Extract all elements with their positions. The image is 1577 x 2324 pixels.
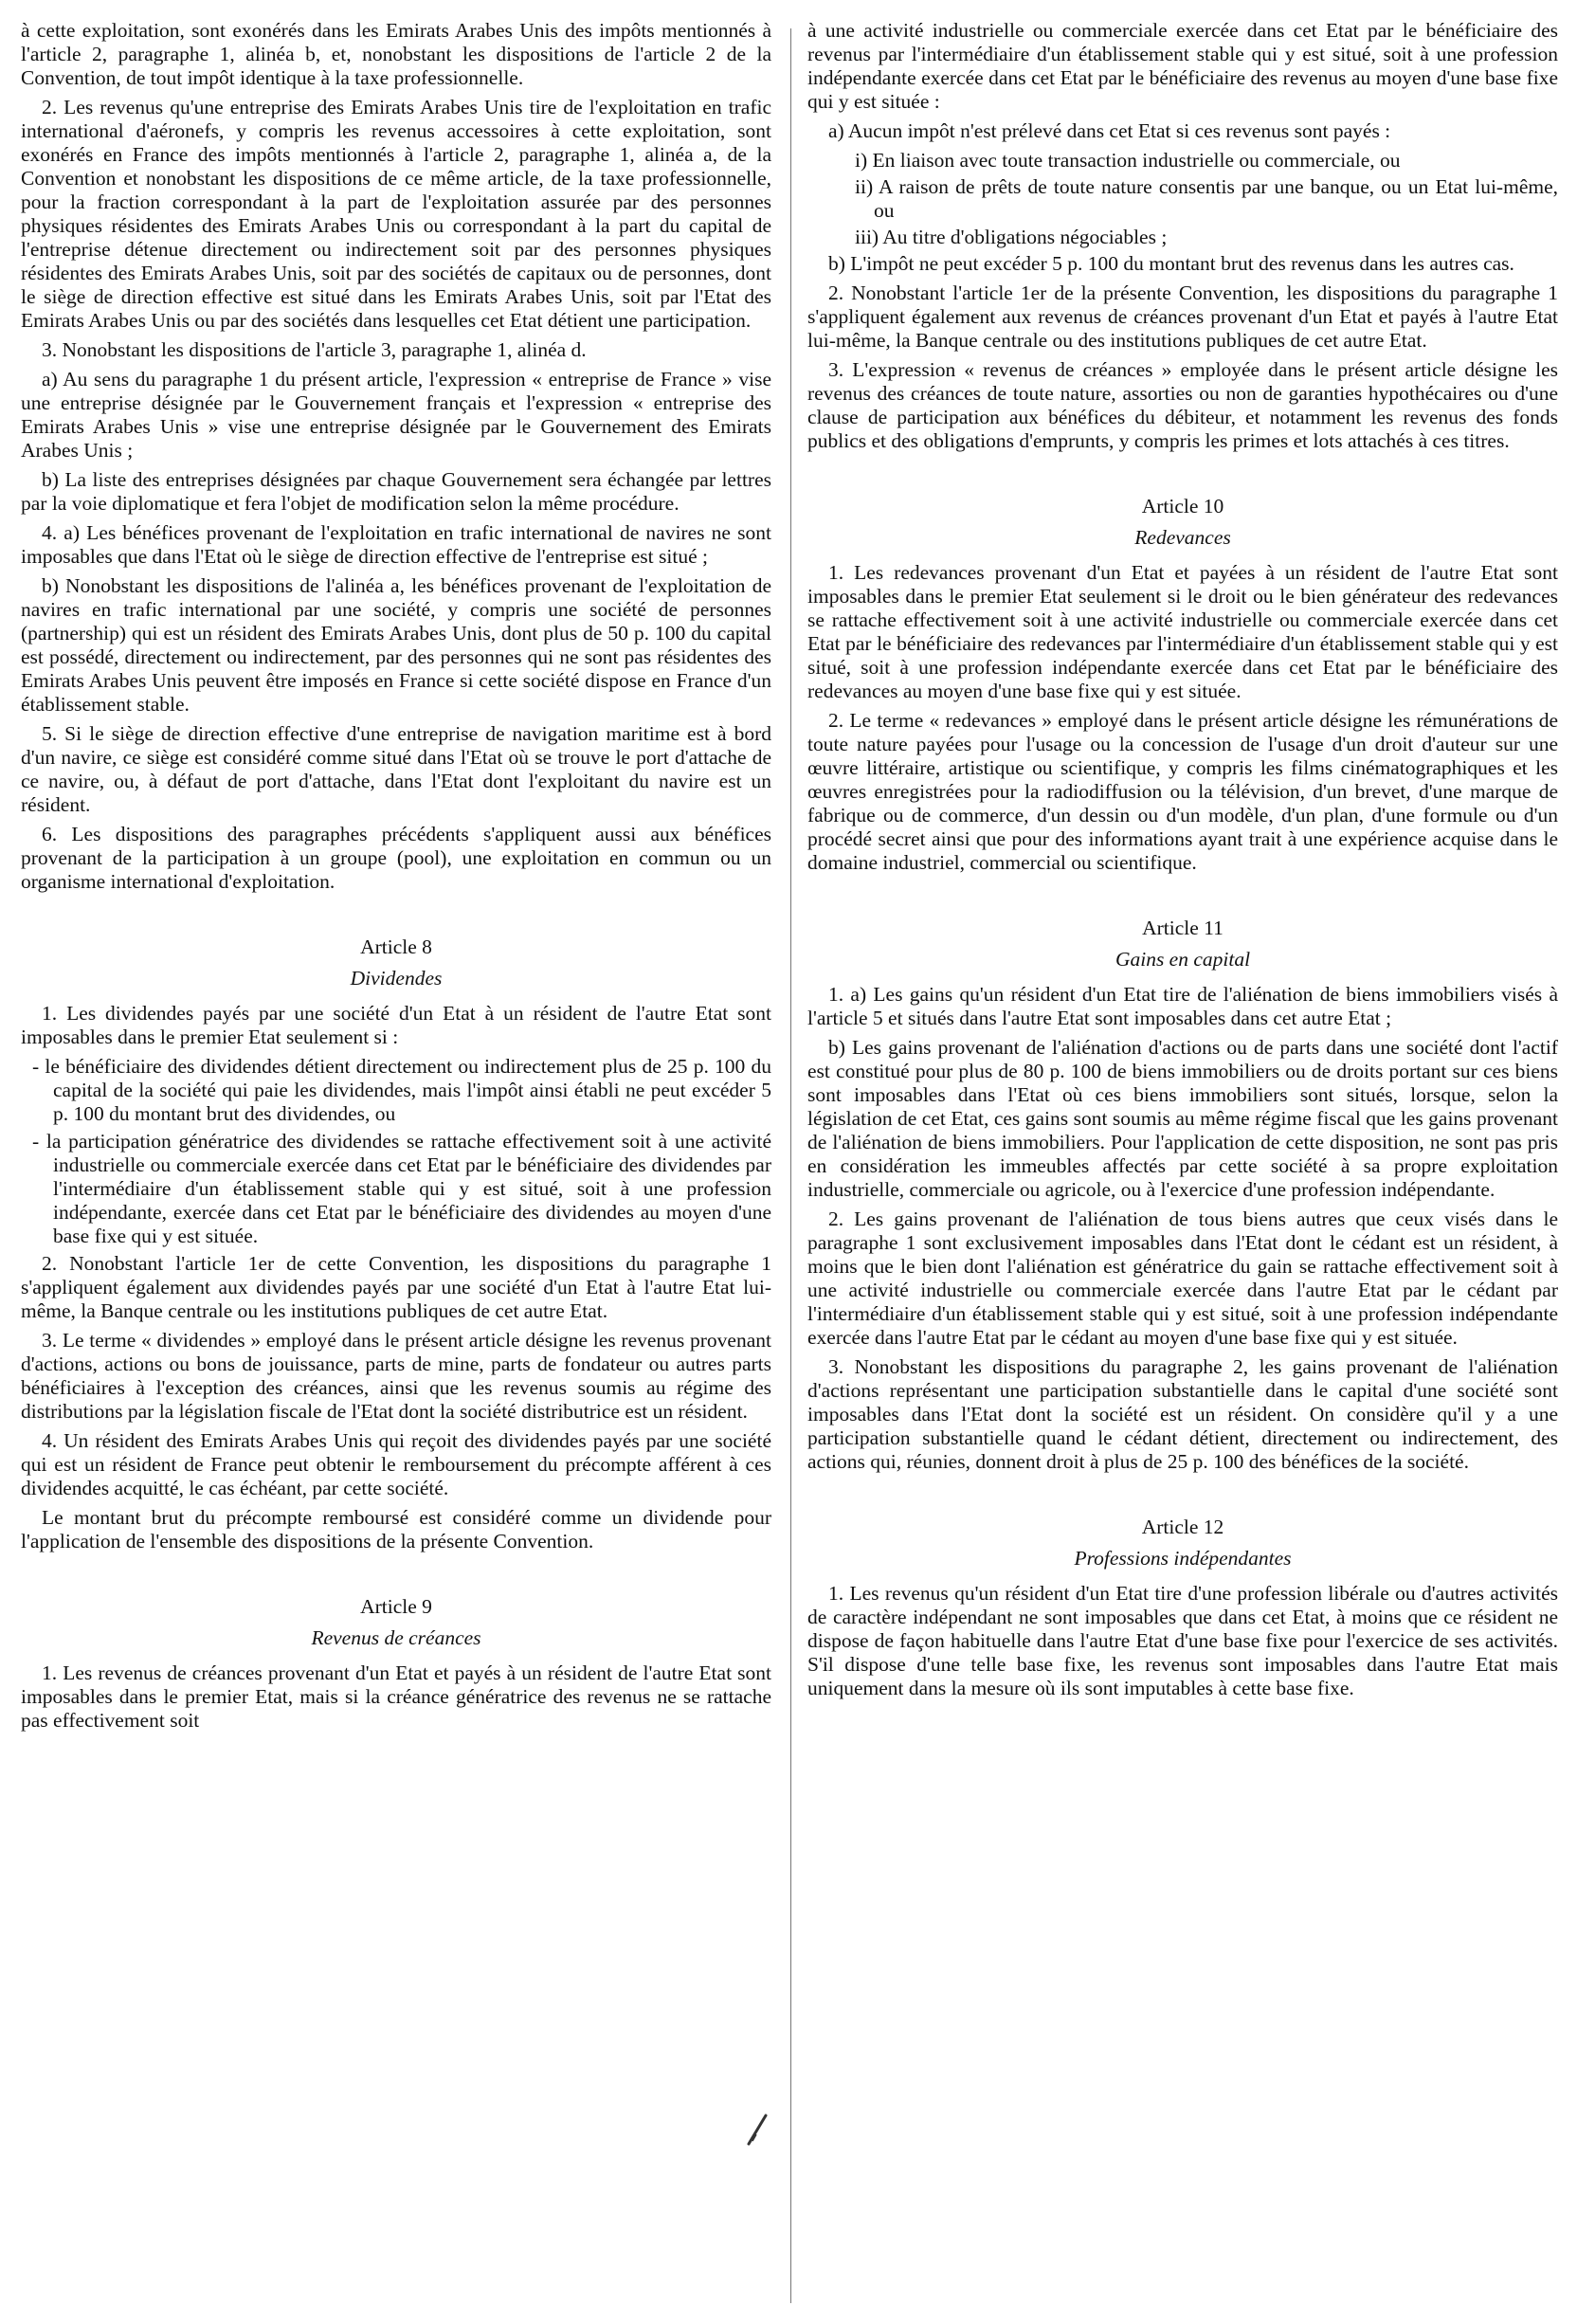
paragraph: 3. L'expression « revenus de créances » employée dans le présent article désigne les revenus des créances de toute nature, assorties ou non de garanties hypothécaires ou d'une clause de participation aux bénéfices du débiteur, et notamment les revenus des fonds publics et des obligations d'emprunts, y compris les primes et lots attachés à ces titres. bbox=[807, 358, 1558, 452]
paragraph: 5. Si le siège de direction effective d'une entreprise de navigation maritime est à bord d'un navire, ce siège est considéré comme situé dans l'Etat où se trouve le port d'attache de ce navire, ou, à défaut de port d'attache, dans l'Etat dont l'exploitant du navire est un résident. bbox=[21, 722, 771, 816]
article-8-title: Article 8 bbox=[360, 935, 432, 958]
article-10-title: Article 10 bbox=[1141, 495, 1224, 517]
paragraph: 2. Nonobstant l'article 1er de la présente Convention, les dispositions du paragraphe 1 s'appliquent également aux revenus de créances provenant d'un Etat et payés à l'autre Etat lui-même, la Banque centrale ou des institutions publiques de cet autre Etat. bbox=[807, 281, 1558, 352]
article-11-title: Article 11 bbox=[1142, 917, 1224, 939]
left-column bbox=[21, 19, 771, 1738]
article-9-subtitle: Revenus de créances bbox=[311, 1626, 481, 1649]
paragraph: 3. Nonobstant les dispositions du paragraphe 2, les gains provenant de l'aliénation d'actions représentant une participation substantielle dans le capital d'une société sont imposables dans l'Etat dont la société est un résident. On considère qu'il y a une participation substantielle quand le cédant détient, directement ou indirectement, des actions qui, réunies, donnent droit à plus de 25 p. 100 des bénéfices de la société. bbox=[807, 1355, 1558, 1473]
paragraph: à une activité industrielle ou commerciale exercée dans cet Etat par le bénéficiaire des revenus par l'intermédiaire d'un établissement stable qui y est situé, soit à une profession indépendante exercée dans cet Etat par le bénéficiaire des revenus au moyen d'une base fixe qui y est située : bbox=[807, 19, 1558, 113]
paragraph: 1. Les revenus qu'un résident d'un Etat tire d'une profession libérale ou d'autres activités de caractère indépendant ne sont imposables que dans cet Etat, à moins que ce résident ne dispose de façon habituelle dans l'autre Etat d'une base fixe pour l'exercice de ses activités. S'il dispose d'une telle base fixe, les revenus sont imposables dans l'autre Etat mais uniquement dans la mesure où ils sont imputables à cette base fixe. bbox=[807, 1582, 1558, 1699]
paragraph: 1. Les revenus de créances provenant d'un Etat et payés à un résident de l'autre Etat sont imposables dans le premier Etat, mais si la créance génératrice des revenus ne se rattache pas effectivement soit bbox=[21, 1661, 771, 1732]
article-12-subtitle: Professions indépendantes bbox=[1074, 1547, 1292, 1570]
article-8-subtitle: Dividendes bbox=[350, 967, 443, 990]
paragraph: 1. a) Les gains qu'un résident d'un Etat tire de l'aliénation de biens immobiliers visés à l'article 5 et situés dans l'autre Etat sont imposables dans cet autre Etat ; bbox=[807, 983, 1558, 1029]
paragraph: 4. Un résident des Emirats Arabes Unis qui reçoit des dividendes payés par une société qui est un résident de France peut obtenir le remboursement du précompte afférent à ces dividendes acquitté, le cas échéant, par cette société. bbox=[21, 1429, 771, 1499]
article-12-title: Article 12 bbox=[1141, 1516, 1224, 1538]
dash-item: - le bénéficiaire des dividendes détient directement ou indirectement plus de 25 p. 100 du capital de la société qui paie les dividendes, mais l'impôt ainsi établi ne peut excéder 5 p. 100 du montant brut des dividendes, ou bbox=[32, 1055, 771, 1125]
paragraph: 1. Les dividendes payés par une société d'un Etat à un résident de l'autre Etat sont imposables dans le premier Etat seulement si : bbox=[21, 1002, 771, 1048]
right-column bbox=[807, 19, 1558, 1706]
paragraph: a) Aucun impôt n'est prélevé dans cet Etat si ces revenus sont payés : bbox=[828, 119, 1391, 142]
paragraph: 1. Les redevances provenant d'un Etat et payées à un résident de l'autre Etat sont imposables dans le premier Etat seulement si le droit ou le bien générateur des redevances se rattache effectivement soit à une activité industrielle ou commerciale exercée dans cet Etat par le bénéficiaire des redevances par l'intermédiaire d'un établissement stable qui y est situé, soit à une profession indépendante exercée dans cet Etat par le bénéficiaire des redevances au moyen d'une base fixe qui y est située. bbox=[807, 561, 1558, 702]
paragraph: à cette exploitation, sont exonérés dans les Emirats Arabes Unis des impôts mentionnés à l'article 2, paragraphe 1, alinéa b, et, nonobstant les dispositions de l'article 2 de la Convention, de tout impôt identique à la taxe professionnelle. bbox=[21, 19, 771, 89]
sub-item: i) En liaison avec toute transaction industrielle ou commerciale, ou bbox=[855, 149, 1401, 172]
sub-item: ii) A raison de prêts de toute nature consentis par une banque, ou un Etat lui-même, ou bbox=[855, 175, 1558, 222]
article-10-subtitle: Redevances bbox=[1134, 526, 1231, 549]
article-11-subtitle: Gains en capital bbox=[1115, 948, 1251, 971]
paragraph: 2. Les revenus qu'une entreprise des Emirats Arabes Unis tire de l'exploitation en trafic international d'aéronefs, y compris les revenus accessoires à cette exploitation, sont exonérés en France des impôts mentionnés à l'article 2, paragraphe 1, alinéa a, de la Convention et nonobstant les dispositions de ce même article, de la taxe professionnelle, pour la fraction correspondant à la part de l'exploitation assurée par des personnes physiques résidentes des Emirats Arabes Unis ou correspondant à la part du capital de l'entreprise détenue directement ou indirectement soit par des personnes physiques résidentes des Emirats Arabes Unis, soit par des sociétés de capitaux ou de personnes, dont le siège de direction effective est situé dans les Emirats Arabes Unis, soit par l'Etat des Emirats Arabes Unis ou par des sociétés dans lesquelles cet Etat détient une participation. bbox=[21, 96, 771, 332]
paragraph: b) Nonobstant les dispositions de l'alinéa a, les bénéfices provenant de l'exploitation de navires en trafic international par une société, y compris une société de personnes (partnership) qui est un résident des Emirats Arabes Unis, dont plus de 50 p. 100 du capital est possédé, directement ou indirectement, par des personnes qui ne sont pas résidentes des Emirats Arabes Unis peuvent être imposés en France si cette société dispose en France d'un établissement stable. bbox=[21, 574, 771, 716]
article-9-title: Article 9 bbox=[360, 1595, 432, 1618]
pencil-mark-icon bbox=[745, 2110, 771, 2148]
paragraph: Le montant brut du précompte remboursé est considéré comme un dividende pour l'application de l'ensemble des dispositions de la présente Convention. bbox=[21, 1506, 771, 1552]
paragraph: a) Au sens du paragraphe 1 du présent article, l'expression « entreprise de France » vise une entreprise désignée par le Gouvernement français et l'expression « entreprise des Emirats Arabes Unis » vise une entreprise désignée par le Gouvernement des Emirats Arabes Unis ; bbox=[21, 368, 771, 462]
paragraph: 2. Le terme « redevances » employé dans le présent article désigne les rémunérations de toute nature payées pour l'usage ou la concession de l'usage d'un droit d'auteur sur une œuvre littéraire, artistique ou scientifique, y compris les films cinématographiques et les œuvres enregistrées pour la radiodiffusion ou la télévision, d'un brevet, d'une marque de fabrique ou de commerce, d'un dessin ou d'un modèle, d'un plan, d'une formule ou d'un procédé secret ainsi que pour des informations ayant trait à une expérience acquise dans le domaine industriel, commercial ou scientifique. bbox=[807, 709, 1558, 874]
dash-item: - la participation génératrice des dividendes se rattache effectivement soit à une activité industrielle ou commerciale exercée dans cet Etat par le bénéficiaire des dividendes par l'intermédiaire d'un établissement stable qui y est situé, soit à une profession indépendante, exercée dans cet Etat par le bénéficiaire des dividendes au moyen d'une base fixe qui y est située. bbox=[32, 1130, 771, 1247]
paragraph: b) La liste des entreprises désignées par chaque Gouvernement sera échangée par lettres par la voie diplomatique et fera l'objet de modification selon la même procédure. bbox=[21, 468, 771, 515]
paragraph: b) L'impôt ne peut excéder 5 p. 100 du montant brut des revenus dans les autres cas. bbox=[828, 252, 1514, 275]
paragraph: 2. Nonobstant l'article 1er de cette Convention, les dispositions du paragraphe 1 s'appliquent également aux dividendes payés par une société d'un Etat à l'autre Etat lui-même, la Banque centrale ou les institutions publiques de cet autre Etat. bbox=[21, 1252, 771, 1322]
paragraph: 3. Nonobstant les dispositions de l'article 3, paragraphe 1, alinéa d. bbox=[42, 338, 587, 361]
column-divider bbox=[790, 28, 791, 2303]
paragraph: 6. Les dispositions des paragraphes précédents s'appliquent aussi aux bénéfices provenant de la participation à un groupe (pool), une exploitation en commun ou un organisme international d'exploitation. bbox=[21, 823, 771, 893]
paragraph: b) Les gains provenant de l'aliénation d'actions ou de parts dans une société dont l'actif est constitué pour plus de 80 p. 100 de biens immobiliers ou de droits portant sur ces biens sont imposables dans l'Etat où ces biens immobiliers sont situés, lorsque, selon la législation de cet Etat, ces gains sont soumis au même régime fiscal que les gains provenant de l'aliénation de biens immobiliers. Pour l'application de cette disposition, ne sont pas pris en considération les immeubles affectés par cette société à sa propre exploitation industrielle, commerciale ou agricole, ou à l'exercice d'une profession indépendante. bbox=[807, 1036, 1558, 1201]
paragraph: 4. a) Les bénéfices provenant de l'exploitation en trafic international de navires ne sont imposables que dans l'Etat où le siège de direction effective de l'entreprise est situé ; bbox=[21, 521, 771, 568]
sub-item: iii) Au titre d'obligations négociables ; bbox=[855, 226, 1168, 248]
paragraph: 3. Le terme « dividendes » employé dans le présent article désigne les revenus provenant d'actions, actions ou bons de jouissance, parts de mine, parts de fondateur ou autres parts bénéficiaires à l'exception des créances, ainsi que les revenus soumis au régime des distributions par la législation fiscale de l'Etat dont la société distributrice est un résident. bbox=[21, 1329, 771, 1423]
paragraph: 2. Les gains provenant de l'aliénation de tous biens autres que ceux visés dans le paragraphe 1 sont exclusivement imposables dans l'Etat dont le cédant est un résident, à moins que le bien dont l'aliénation est génératrice du gain se rattache effectivement soit à une activité industrielle ou commerciale exercée dans l'autre Etat par le cédant par l'intermédiaire d'un établissement stable qui y est situé, soit à une profession indépendante exercée dans l'autre Etat par le cédant au moyen d'une base fixe qui y est située. bbox=[807, 1207, 1558, 1349]
